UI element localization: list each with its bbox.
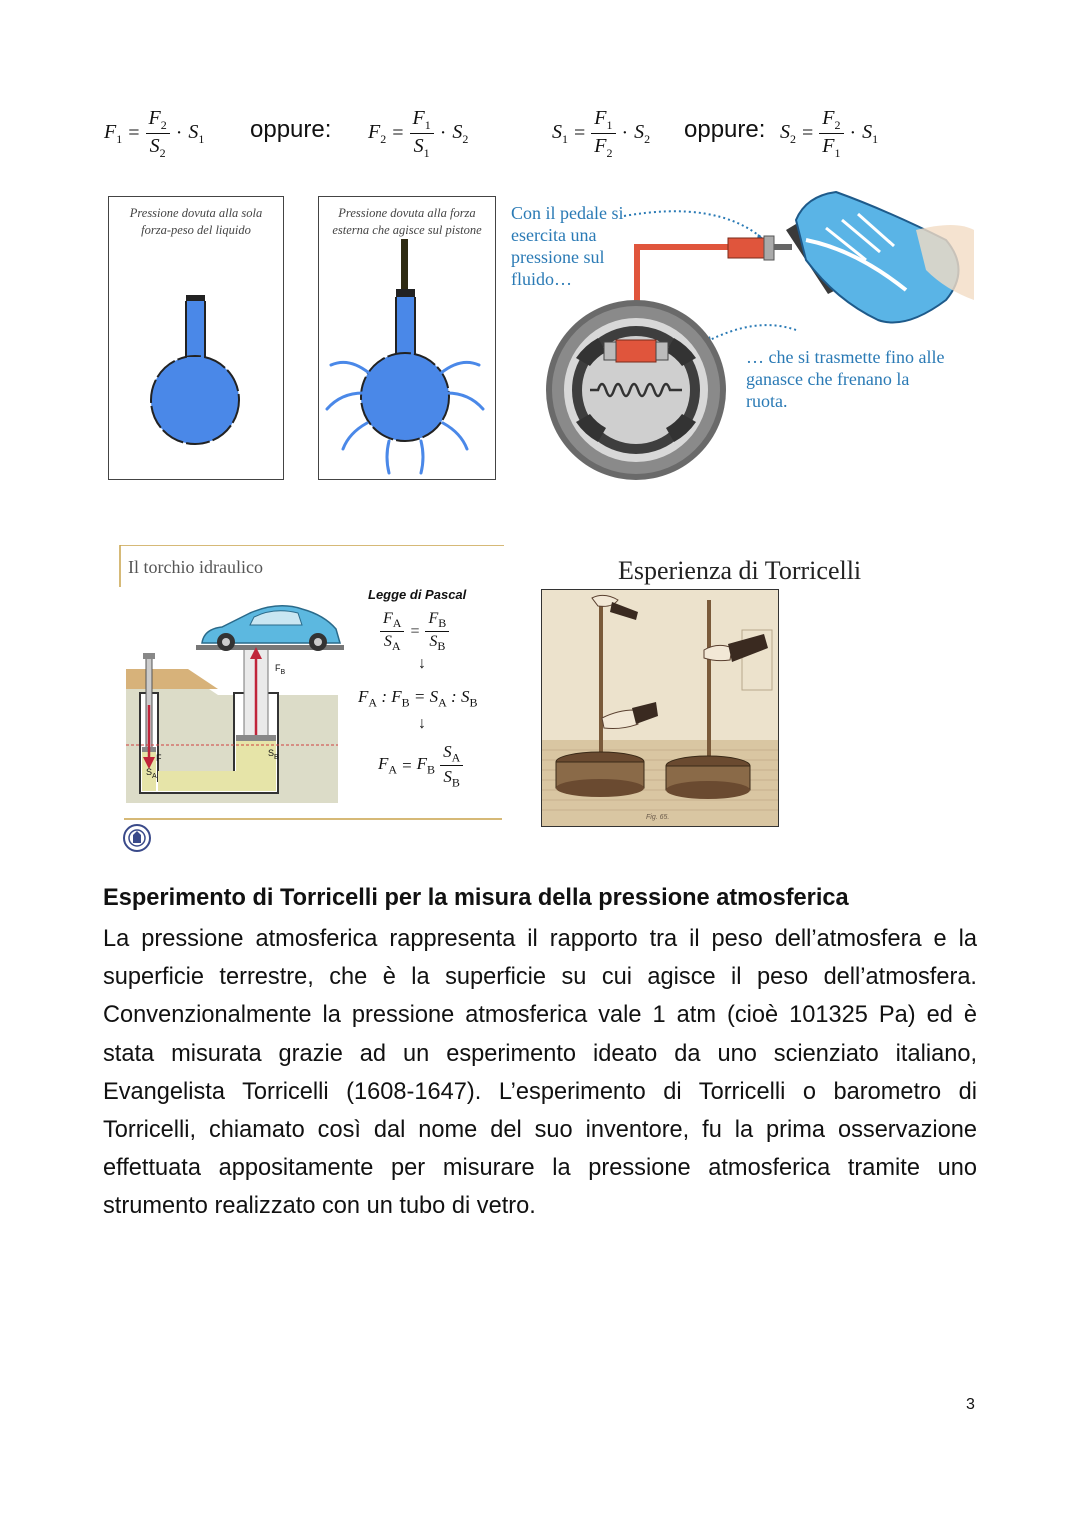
pascal-law-title: Legge di Pascal: [368, 587, 467, 602]
pascal-proportion: $F_A$ : $F_B = S_A$ : $S_B$: [358, 687, 478, 710]
flask-diagram: [109, 197, 283, 479]
label-surface-a: $S_A$: [146, 767, 157, 780]
torricelli-engraving-art: [542, 590, 778, 826]
page-number: 3: [966, 1396, 975, 1413]
piston-flask-diagram: [319, 197, 495, 479]
oppure-label-2: oppure:: [684, 116, 766, 143]
torricelli-plate-caption: Fig. 65.: [646, 814, 670, 821]
brake-caption-shoes: … che si trasmette fino alle ganasce che frenano la ruota.: [746, 347, 945, 411]
brake-diagram: [506, 190, 976, 490]
formula-f2: $F_2$ = $\frac{F_1}{S_1}$ · $S_2$: [368, 107, 469, 160]
section-body: [103, 920, 977, 1226]
figure-piston-force: [318, 196, 496, 480]
brake-caption-pedal: Con il pedale si esercita una pressione sul fluido…: [511, 203, 624, 289]
oppure-label-1: oppure:: [250, 116, 332, 143]
formula-f1: $F_1$ = $\frac{F_2}{S_2}$ · $S_1$: [104, 107, 205, 160]
pascal-solution: $F_A$ = $F_B$ $\frac{S_A}{S_B}$: [378, 743, 463, 789]
torricelli-engraving: [541, 589, 779, 827]
figure-caption-piston: Pressione dovuta alla forza esterna che agisce sul pistone: [332, 206, 482, 237]
figure-hydraulic-press: [118, 545, 504, 857]
section-paragraph: La pressione atmosferica rappresenta il rapporto tra il peso dell’atmosfera e la superficie terrestre, che è la superficie su cui agisce il peso dell’atmosfera. Convenzionalmente la pressione atmosferica vale 1 atm (cioè 101325 Pa) ed è stata misurata grazie ad un esperimento ideato da uno scienziato italiano, Evangelista Torricelli (1608-1647). L’esperimento di Torricelli o barometro di Torricelli, chiamato così dal nome del suo inventore, fu la prima osservazione effettuata appositamente per misurare la pressione atmosferica tramite uno strumento realizzato con un tubo di vetro.: [103, 926, 977, 1220]
figure-hydraulic-brake: [506, 190, 976, 490]
formula-s2: $S_2$ = $\frac{F_2}{F_1}$ · $S_1$: [780, 107, 879, 160]
label-force-a: F: [156, 753, 162, 763]
section-heading: Esperimento di Torricelli per la misura della pressione atmosferica: [103, 885, 849, 911]
torricelli-title: Esperienza di Torricelli: [618, 556, 862, 585]
university-seal-icon: [122, 823, 152, 853]
pascal-arrow-2: ↓: [418, 715, 426, 732]
figure-caption-liquid-weight: Pressione dovuta alla sola forza-peso del liquido: [129, 206, 263, 237]
formula-s1: $S_1$ = $\frac{F_1}{F_2}$ · $S_2$: [552, 107, 651, 160]
figure-liquid-weight: [108, 196, 284, 480]
label-surface-b: $S_B$: [268, 748, 279, 761]
pascal-arrow-1: ↓: [418, 655, 426, 672]
label-force-b: $F_B$: [275, 663, 286, 676]
pascal-ratio-formula: $\frac{F_A}{S_A}$ = $\frac{F_B}{S_B}$: [380, 611, 449, 652]
press-title: Il torchio idraulico: [128, 557, 263, 577]
